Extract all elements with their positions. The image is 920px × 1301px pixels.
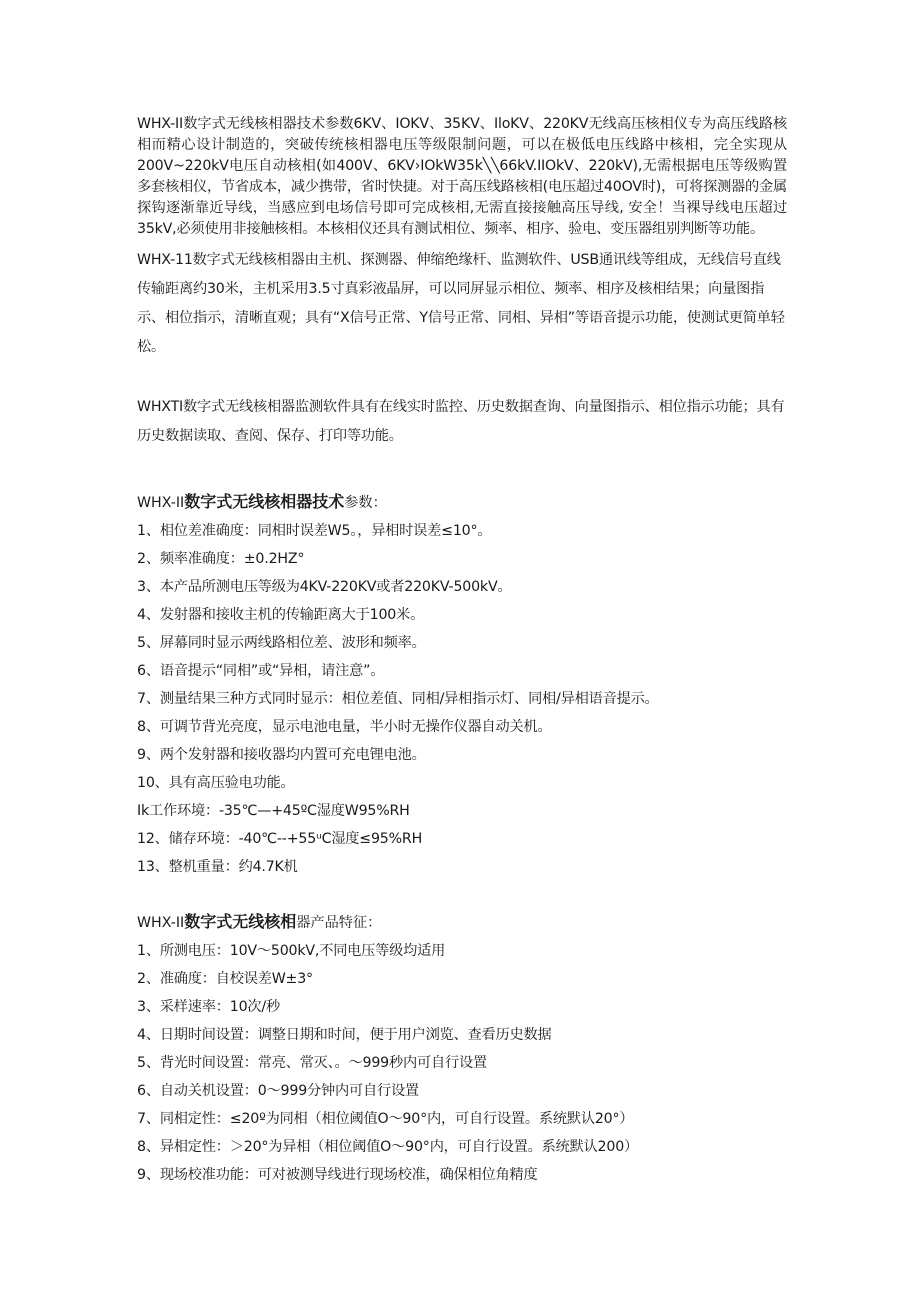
composition-paragraph: WHX-11数字式无线核相器由主机、探测器、伸缩绝缘杆、监测软件、USB通讯线等组成，无线信号直线传输距离约30米，主机采用3.5寸真彩液晶屏，可以同屏显示相位、频率、相序及核相结果；向量图指示、相位指示，清晰直观；具有“X信号正常、Y信号正常、同相、异相”等语音提示功能，使测试更简单轻松。 [137, 252, 785, 355]
tech-params-title-bold: 数字式无线核相器技术 [184, 492, 345, 511]
list-item: 4、发射器和接收主机的传输距离大于100米。 [137, 607, 425, 623]
product-features-title-bold: 数字式无线核相 [184, 912, 297, 931]
list-item: 2、频率准确度：±0.2HZ° [137, 551, 305, 567]
list-item: 1、所测电压：10V～500kV,不同电压等级均适用 [137, 943, 446, 959]
tech-params-list [137, 517, 787, 881]
document-body [137, 114, 787, 1189]
list-item: 1、相位差准确度：同相时误差W5。，异相时误差≤10°。 [137, 523, 492, 539]
product-features-title-prefix: WHX-II [137, 915, 185, 931]
list-item: 5、背光时间设置：常亮、常灭、。～999秒内可自行设置 [137, 1055, 487, 1071]
list-item: 2、准确度：自校误差W±3° [137, 971, 313, 987]
list-item: 6、自动关机设置：0～999分钟内可自行设置 [137, 1083, 419, 1099]
product-features-section [137, 912, 787, 1189]
list-item: 6、语音提示“同相”或“异相，请注意”。 [137, 663, 385, 679]
product-features-list [137, 937, 787, 1189]
tech-params-title-prefix: WHX-II [137, 495, 185, 511]
list-item: 12、储存环境：-40℃--+55ᵘC湿度≤95%RH [137, 831, 423, 847]
list-item: 13、整机重量：约4.7K机 [137, 859, 298, 875]
list-item: 8、异相定性：＞20°为异相（相位阈值O～90°内，可自行设置。系统默认200） [137, 1139, 639, 1155]
tech-params-title-suffix: 参数： [344, 495, 387, 511]
list-item: 7、同相定性：≤20º为同相（相位阈值O～90°内，可自行设置。系统默认20°） [137, 1111, 634, 1127]
list-item: 7、测量结果三种方式同时显示：相位差值、同相/异相指示灯、同相/异相语音提示。 [137, 691, 659, 707]
list-item: 8、可调节背光亮度，显示电池电量，半小时无操作仪器自动关机。 [137, 719, 552, 735]
list-item: Ik工作环境：-35℃—+45ºC湿度W95%RH [137, 803, 410, 819]
product-features-title-suffix: 器产品特征： [296, 915, 382, 931]
list-item: 3、本产品所测电压等级为4KV-220KV或者220KV-500kV。 [137, 579, 512, 595]
list-item: 4、日期时间设置：调整日期和时间，便于用户浏览、查看历史数据 [137, 1027, 552, 1043]
list-item: 9、现场校准功能：可对被测导线进行现场校准，确保相位角精度 [137, 1167, 538, 1183]
tech-params-section [137, 492, 787, 881]
intro-paragraph: WHX-II数字式无线核相器技术参数6KV、IOKV、35KV、IloKV、220KV无线高压核相仪专为高压线路核相而精心设计制造的，突破传统核相器电压等级限制问题，可以在极低电压线路中核相，完全实现从200V~220kV电压自动核相(如400V、6KV›IOkW35k╲╲66kV.IIOkV、220kV),无需根据电压等级购置多套核相仪，节省成本，减少携带，省时快捷。对于高压线路核相(电压超过40OV时)，可将探测器的金属探钩逐渐靠近导线，当感应到电场信号即可完成核相,无需直接接触高压导线, 安全！当裸导线电压超过35kV,必须使用非接触核相。本核相仪还具有测试相位、频率、相序、验电、变压器组别判断等功能。 [137, 116, 788, 237]
tech-params-title [137, 492, 787, 513]
product-features-title [137, 912, 787, 933]
list-item: 5、屏幕同时显示两线路相位差、波形和频率。 [137, 635, 426, 651]
list-item: 3、采样速率：10次/秒 [137, 999, 280, 1015]
list-item: 9、两个发射器和接收器均内置可充电锂电池。 [137, 747, 426, 763]
list-item: 10、具有高压验电功能。 [137, 775, 295, 791]
software-paragraph: WHXTI数字式无线核相器监测软件具有在线实时监控、历史数据查询、向量图指示、相位指示功能；具有历史数据读取、查阅、保存、打印等功能。 [137, 399, 785, 444]
